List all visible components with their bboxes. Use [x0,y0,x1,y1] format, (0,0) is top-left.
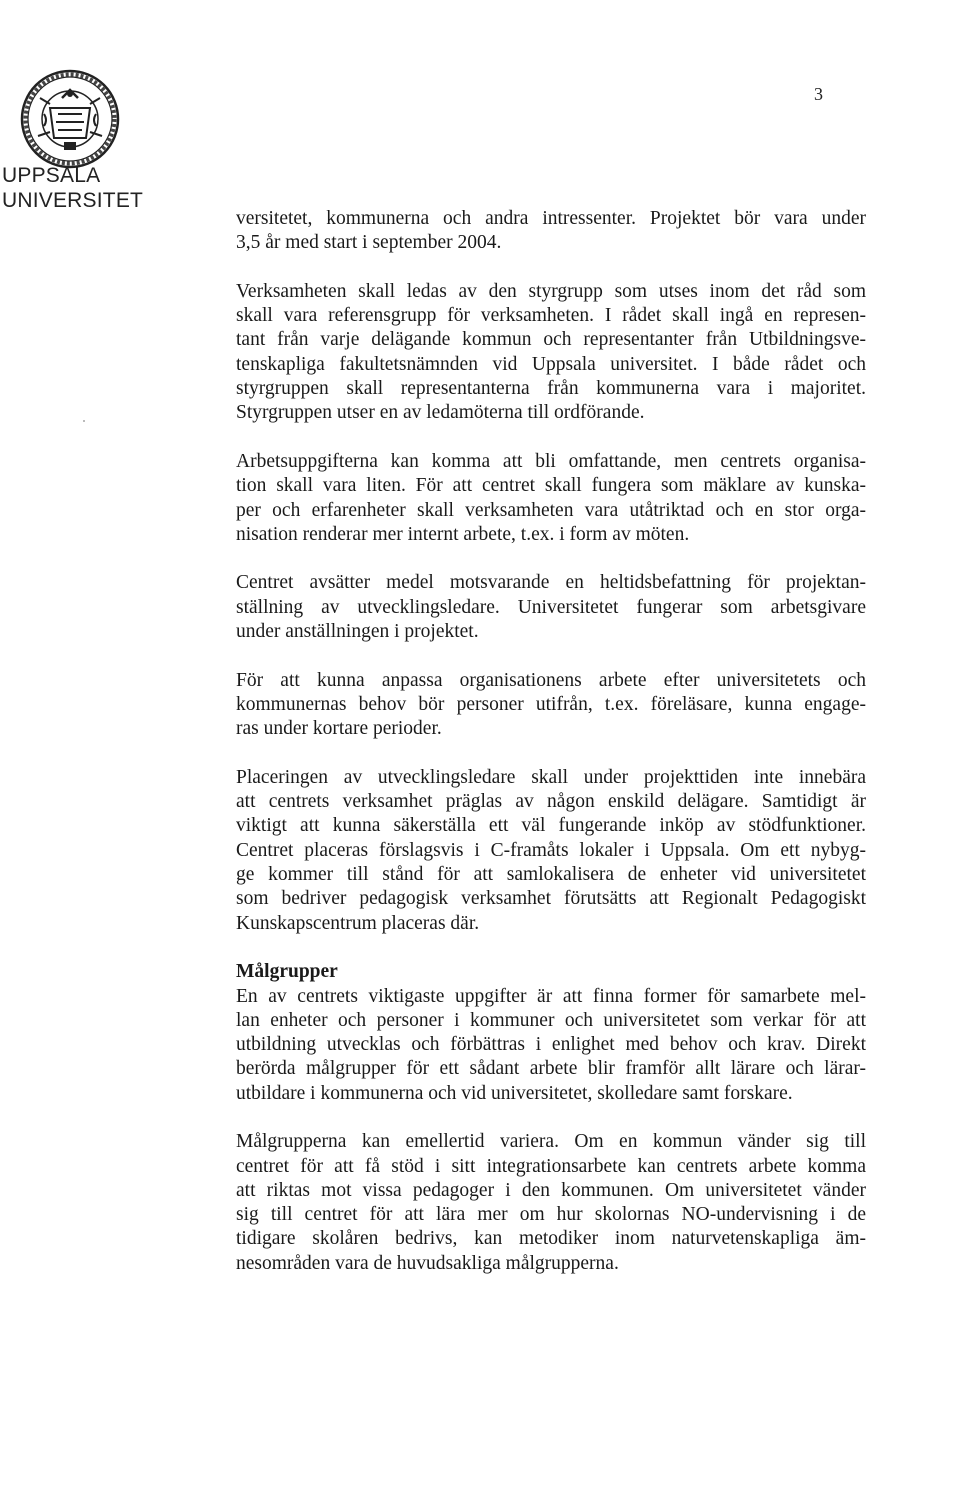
text-line: Centret avsätter medel motsvarande en heltidsbefattning för projektan- [236,572,866,594]
text-line: versitetet, kommunerna och andra intressenter. Projektet bör vara under [236,208,866,229]
text-line: För att kunna anpassa organisationens arbete efter universitetets och [236,669,866,691]
paragraph-8 [236,1130,866,1276]
text-line: centret för att få stöd i sitt integrationsarbete kan centrets arbete komma [236,1155,866,1177]
text-line: att riktas mot vissa pedagoger i den kommunen. Om universitetet vänder [236,1179,866,1201]
text-line: tion skall vara liten. För att centret skall fungera som mäklare av kunska- [236,475,866,497]
text-line: nesområden vara de huvudsakliga målgrupperna. [236,1252,619,1274]
text-line: Arbetsuppgifterna kan komma att bli omfattande, men centrets organisa- [236,450,866,472]
text-line: tant från varje delägande kommun och representanter från Utbildningsve- [236,329,866,351]
text-line: Placeringen av utvecklingsledare skall under projekttiden inte innebära [236,766,866,788]
text-line: Kunskapscentrum placeras där. [236,912,480,934]
text-line: viktigt att kunna säkerställa ett väl fungerande inköp av stödfunktioner. [236,815,866,837]
university-name-line2: UNIVERSITET [2,189,144,212]
university-name [2,163,143,213]
text-line: Verksamheten skall ledas av den styrgrupp som utses inom det råd som [236,280,866,302]
scan-speck [83,420,85,422]
text-line: per och erfarenheter skall verksamheten vara utåtriktad och en stor orga- [236,499,866,521]
text-line: som bedriver pedagogisk verksamhet förutsätts att Regionalt Pedagogiskt [236,888,866,910]
text-line: styrgruppen skall representanterna från kommunerna vara i majoritet. [236,378,866,400]
text-line: att centrets verksamhet präglas av någon enskild delägare. Samtidigt är [236,791,866,813]
text-line: En av centrets viktigaste uppgifter är att finna former för samarbete mel- [236,985,866,1007]
paragraph-4 [236,571,866,644]
text-line: tenskapliga fakultetsnämnden vid Uppsala universitet. I både rådet och [236,353,866,375]
text-line: nisation renderar mer internt arbete, t.ex. i form av möten. [236,523,690,545]
text-line: Målgrupperna kan emellertid variera. Om en kommun vänder sig till [236,1131,866,1153]
text-line: ställning av utvecklingsledare. Universitetet fungerar som arbetsgivare [236,596,866,618]
paragraph-3 [236,450,866,547]
text-line: ge kommer till stånd för att samlokalisera de enheter vid universitetet [236,864,866,886]
text-line: ras under kortare perioder. [236,718,442,740]
text-line: utbildning utvecklas och förbättras i enlighet med behov och krav. Direkt [236,1034,866,1056]
text-line: under anställningen i projektet. [236,621,479,643]
text-line: 3,5 år med start i september 2004. [236,232,502,254]
section-malgrupper [236,960,866,1106]
text-line: Styrgruppen utser en av ledamöterna till ordförande. [236,402,645,424]
section-heading: Målgrupper [236,961,338,983]
paragraph-1 [236,207,866,256]
paragraph-2 [236,280,866,426]
document-body [236,207,866,1300]
text-line: utbildare i kommunerna och vid universitetet, skolledare samt forskare. [236,1082,793,1104]
text-line: Centret placeras förslagsvis i C-framåts lokaler i Uppsala. Om ett nybyg- [236,839,866,861]
text-line: lan enheter och personer i kommuner och universitetet som verkar för att [236,1009,866,1031]
text-line: kommunernas behov bör personer utifrån, t.ex. föreläsare, kunna engage- [236,693,866,715]
university-name-line1: UPPSALA [2,164,101,187]
page-number: 3 [814,84,823,104]
university-seal-icon [20,68,120,170]
text-line: skall vara referensgrupp för verksamheten. I rådet skall ingå en represen- [236,305,866,327]
text-line: tidigare skolåren bedrivs, kan metodiker inom naturvetenskapliga äm- [236,1228,866,1250]
paragraph-6 [236,766,866,936]
paragraph-5 [236,669,866,742]
text-line: berörda målgrupper för ett sådant arbete blir framför allt lärare och lärar- [236,1058,866,1080]
text-line: sig till centret för att lära mer om hur skolornas NO-undervisning i de [236,1204,866,1226]
